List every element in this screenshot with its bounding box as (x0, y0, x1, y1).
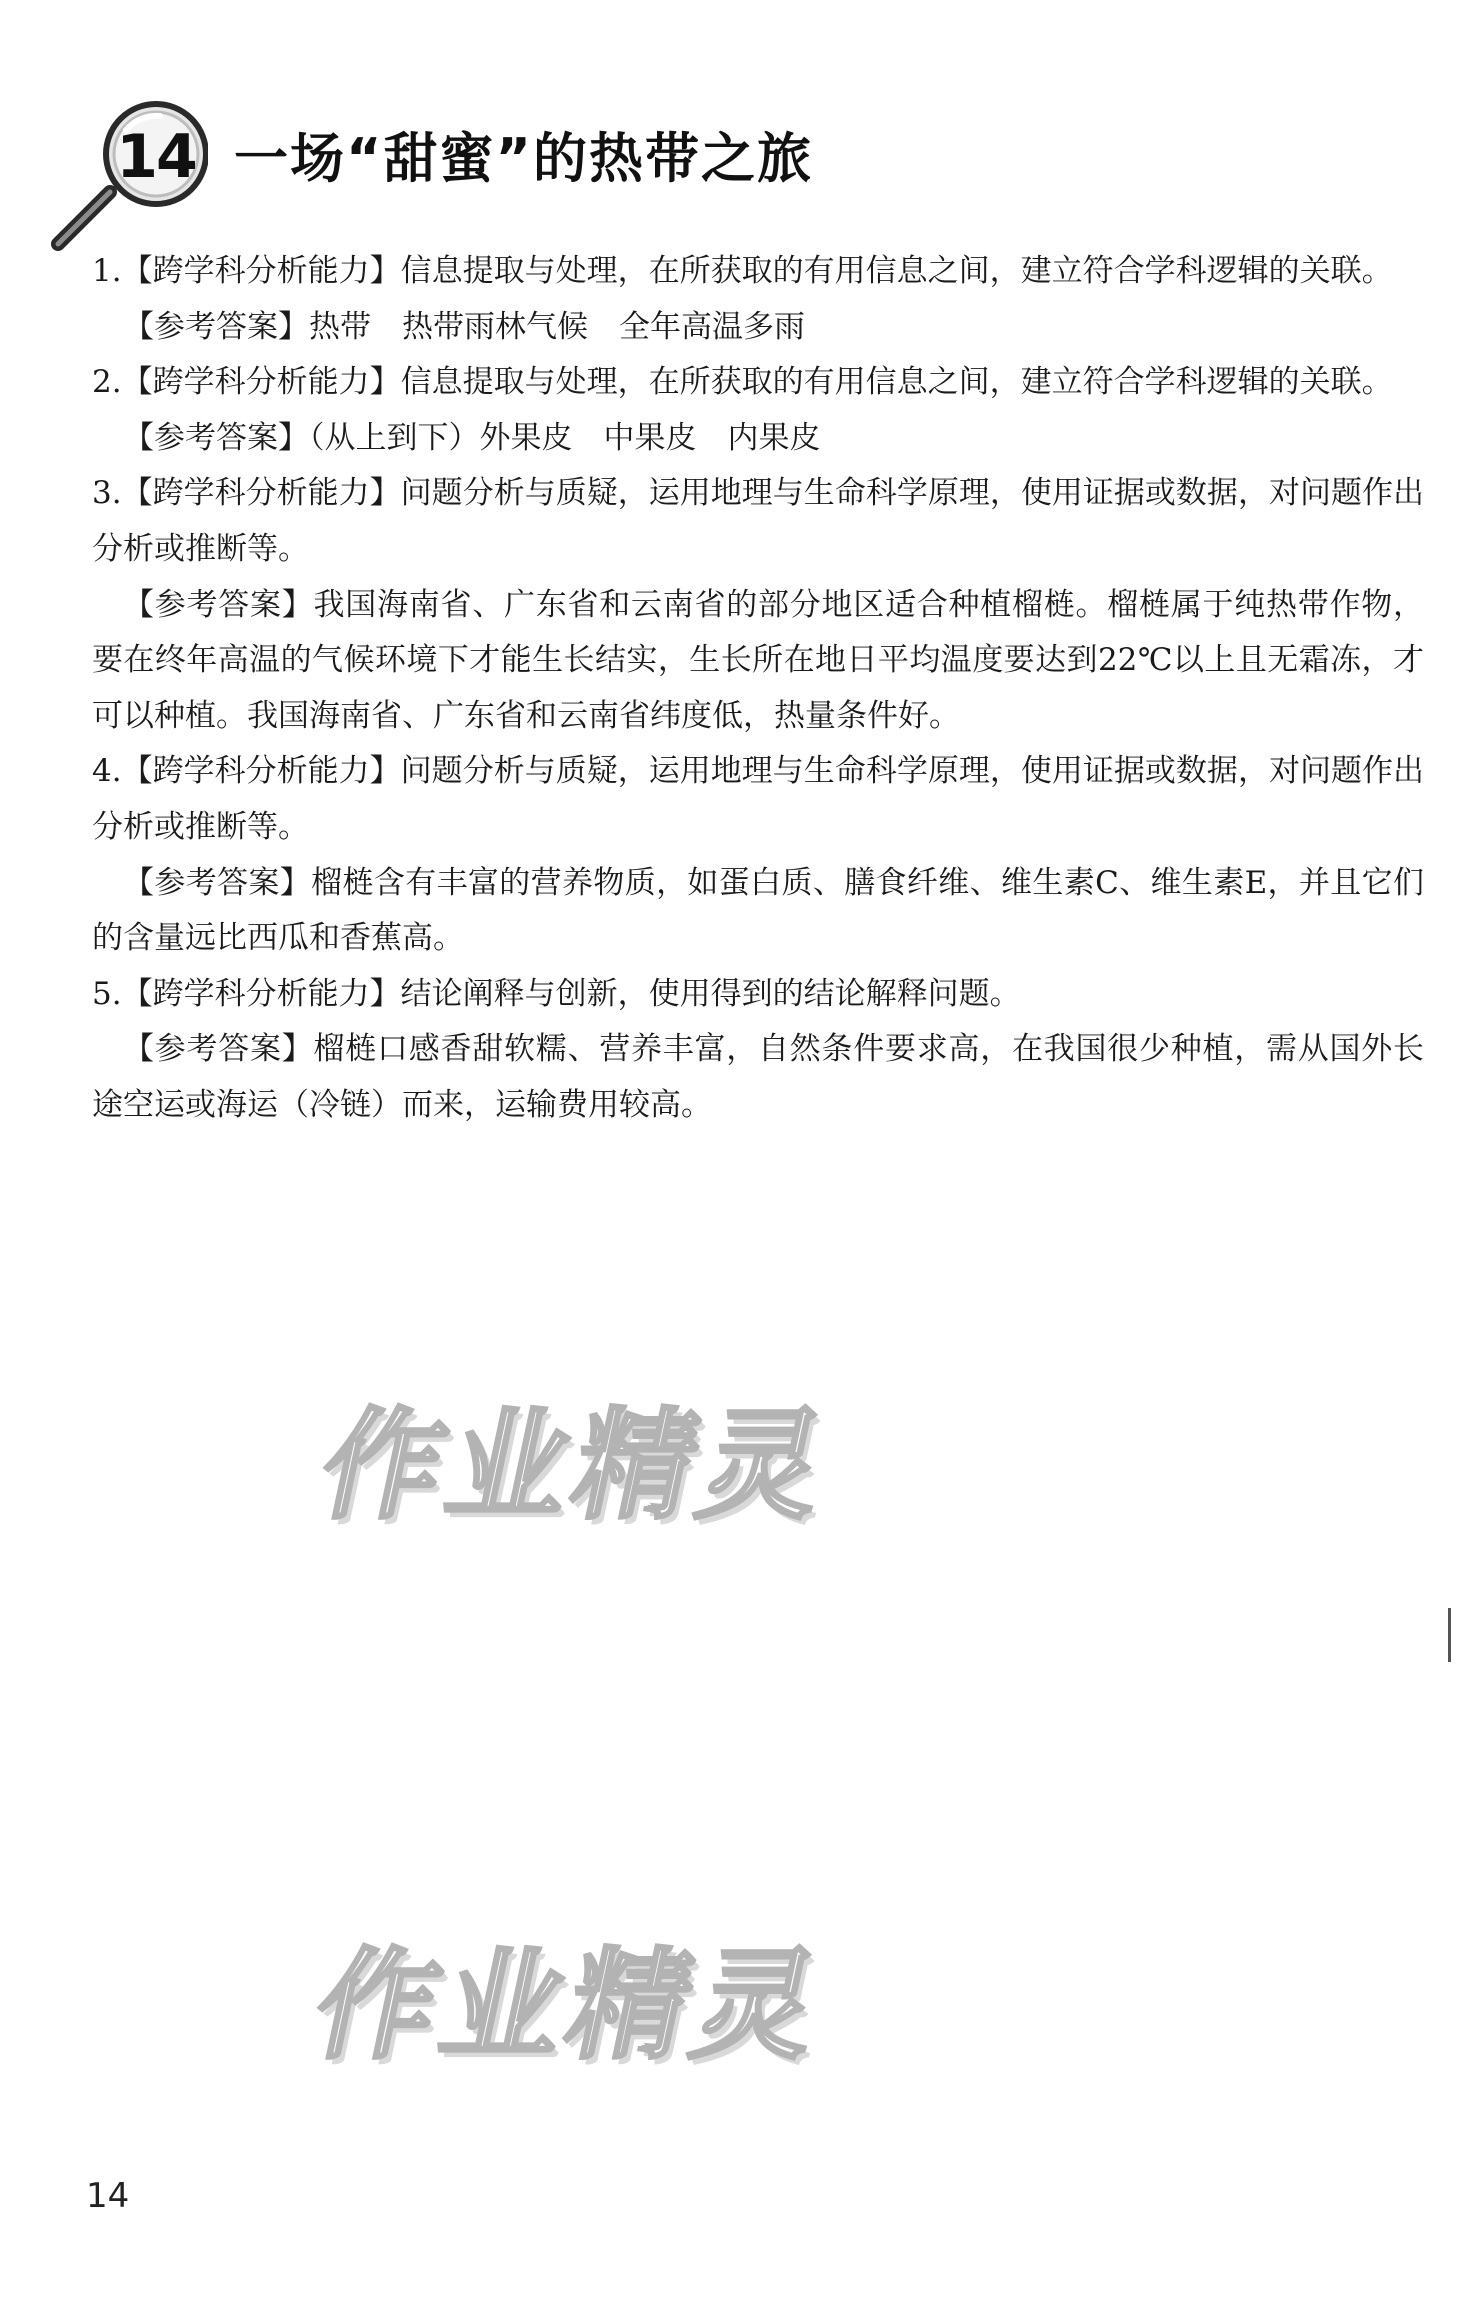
scan-edge-mark (1448, 1608, 1451, 1662)
watermark-logo: 作业精灵 (302, 1937, 837, 2076)
answer-3: 【参考答案】我国海南省、广东省和云南省的部分地区适合种植榴梿。榴梿属于纯热带作物，要在终年高温的气候环境下才能生长结实，生长所在地日平均温度要达到22℃以上且无霜冻，才可以种植。我国海南省、广东省和云南省纬度低，热量条件好。 (92, 586, 1424, 734)
page-title: 一场“甜蜜”的热带之旅 (234, 127, 813, 190)
page-number: 14 (86, 2176, 130, 2216)
page-header (48, 96, 1388, 256)
question-4: 4.【跨学科分析能力】问题分析与质疑，运用地理与生命科学原理，使用证据或数据，对问题作出分析或推断等。 (92, 753, 1424, 845)
answer-1: 【参考答案】热带 热带雨林气候 全年高温多雨 (123, 308, 805, 345)
answer-2: 【参考答案】（从上到下）外果皮 中果皮 内果皮 (123, 419, 821, 456)
question-3: 3.【跨学科分析能力】问题分析与质疑，运用地理与生命科学原理，使用证据或数据，对问题作出分析或推断等。 (92, 475, 1424, 567)
question-5: 5.【跨学科分析能力】结论阐释与创新，使用得到的结论解释问题。 (92, 975, 1021, 1012)
answer-4: 【参考答案】榴梿含有丰富的营养物质，如蛋白质、膳食纤维、维生素C、维生素E，并且它们的含量远比西瓜和香蕉高。 (92, 864, 1424, 957)
watermark-logo: 作业精灵 (308, 1397, 843, 1536)
answer-5: 【参考答案】榴梿口感香甜软糯、营养丰富，自然条件要求高，在我国很少种植，需从国外长途空运或海运（冷链）而来，运输费用较高。 (92, 1031, 1424, 1123)
magnifier-badge (48, 96, 208, 256)
section-number: 14 (116, 122, 196, 192)
answer-content (92, 244, 1424, 1134)
question-1: 1.【跨学科分析能力】信息提取与处理，在所获取的有用信息之间，建立符合学科逻辑的关联。 (92, 253, 1393, 289)
question-2: 2.【跨学科分析能力】信息提取与处理，在所获取的有用信息之间，建立符合学科逻辑的关联。 (92, 364, 1393, 401)
